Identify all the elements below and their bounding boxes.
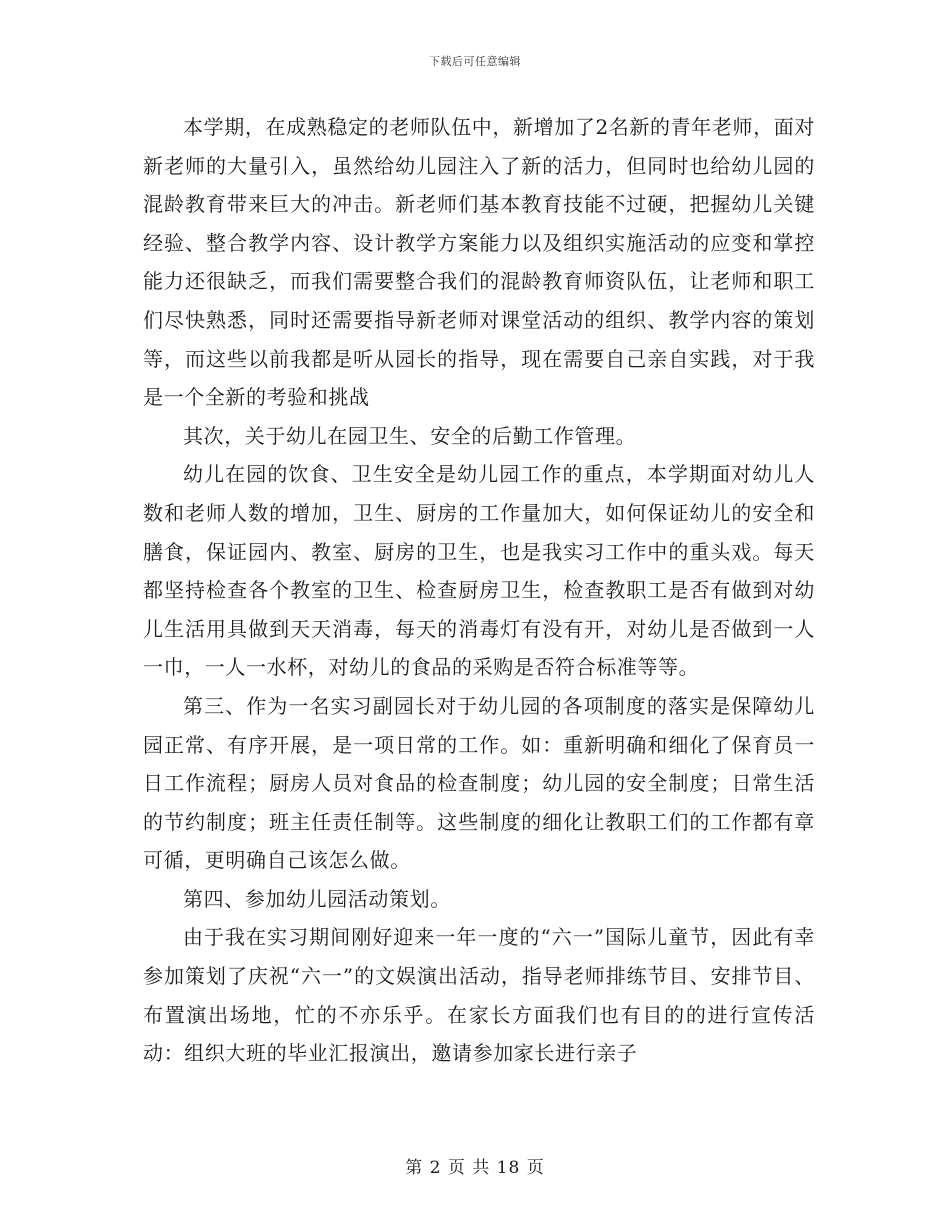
paragraph-childrens-day: 由于我在实习期间刚好迎来一年一度的“六一”国际儿童节，因此有幸参加策划了庆祝“六一”的文娱演出活动，指导老师排练节目、安排节目、布置演出场地，忙的不亦乐乎。在家长方面我们也有目的的进行宣传活动：组织大班的毕业汇报演出，邀请参加家长进行亲子: [143, 925, 815, 1066]
document-body: [143, 108, 815, 1073]
page-footer-page-number: 第 2 页 共 18 页: [405, 1158, 545, 1178]
page-header-note: 下载后可任意编辑: [429, 55, 521, 68]
paragraph-regulations: 第三、作为一名实习副园长对于幼儿园的各项制度的落实是保障幼儿园正常、有序开展，是一项日常的工作。如：重新明确和细化了保育员一日工作流程；厨房人员对食品的检查制度；幼儿园的安全制度；日常生活的节约制度；班主任责任制等。这些制度的细化让教职工们的工作都有章可循，更明确自己该怎么做。: [143, 693, 815, 873]
paragraph-activity-planning-heading: 第四、参加幼儿园活动策划。: [183, 886, 451, 911]
paragraph-teachers: 本学期，在成熟稳定的老师队伍中，新增加了2名新的青年老师，面对新老师的大量引入，虽然给幼儿园注入了新的活力，但同时也给幼儿园的混龄教育带来巨大的冲击。新老师们基本教育技能不过硬，把握幼儿关键经验、整合教学内容、设计教学方案能力以及组织实施活动的应变和掌控能力还很缺乏，而我们需要整合我们的混龄教育师资队伍，让老师和职工们尽快熟悉，同时还需要指导新老师对课堂活动的组织、教学内容的策划等，而这些以前我都是听从园长的指导，现在需要自己亲自实践，对于我是一个全新的考验和挑战: [143, 115, 815, 410]
paragraph-logistics-heading: 其次，关于幼儿在园卫生、安全的后勤工作管理。: [183, 423, 637, 448]
paragraph-hygiene-safety: 幼儿在园的饮食、卫生安全是幼儿园工作的重点，本学期面对幼儿人数和老师人数的增加，卫生、厨房的工作量加大，如何保证幼儿的安全和膳食，保证园内、教室、厨房的卫生，也是我实习工作中的重头戏。每天都坚持检查各个教室的卫生、检查厨房卫生，检查教职工是否有做到对幼儿生活用具做到天天消毒，每天的消毒灯有没有开，对幼儿是否做到一人一巾，一人一水杯，对幼儿的食品的采购是否符合标准等等。: [143, 462, 815, 680]
